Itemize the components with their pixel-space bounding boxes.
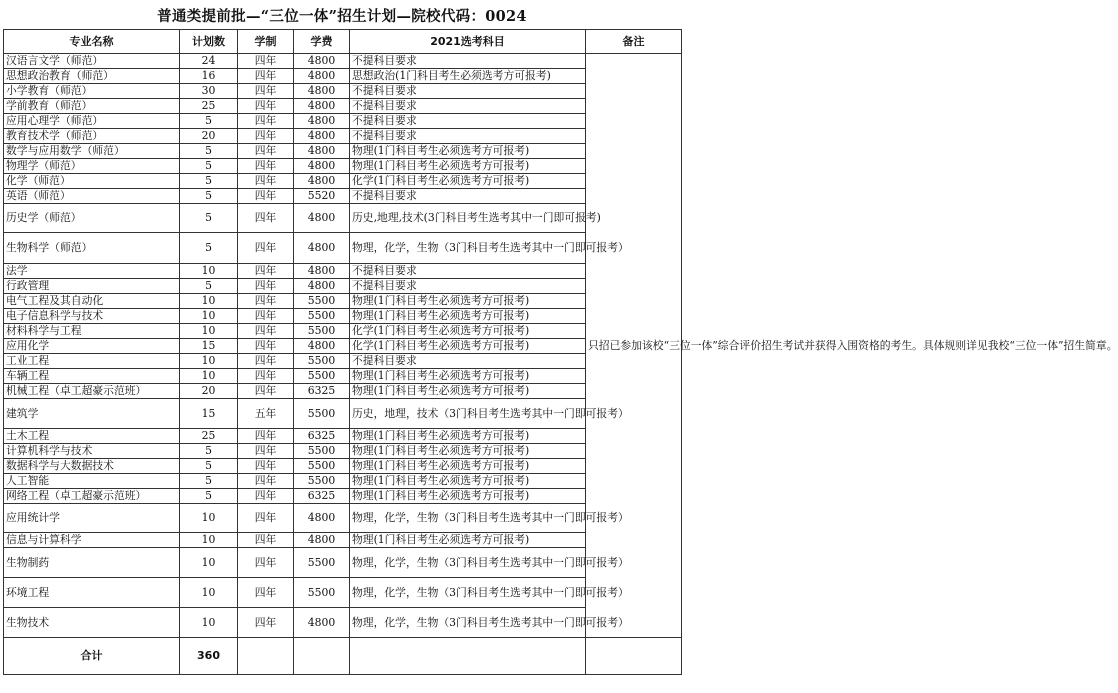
total-empty-cell <box>586 638 682 675</box>
plan-count-cell: 5 <box>180 444 238 459</box>
tuition-cell: 4800 <box>294 129 350 144</box>
major-cell: 环境工程 <box>4 578 180 608</box>
table-row <box>4 69 682 84</box>
tuition-cell: 4800 <box>294 204 350 233</box>
table-row <box>4 279 682 294</box>
plan-count-cell: 10 <box>180 354 238 369</box>
table-row <box>4 489 682 504</box>
years-cell: 四年 <box>238 54 294 69</box>
subject-requirement-cell: 不提科目要求 <box>350 129 586 144</box>
table-row <box>4 474 682 489</box>
table-row <box>4 399 682 429</box>
header-remarks: 备注 <box>586 30 682 54</box>
major-cell: 英语（师范） <box>4 189 180 204</box>
years-cell: 四年 <box>238 294 294 309</box>
plan-count-cell: 5 <box>180 144 238 159</box>
subject-requirement-cell: 化学(1门科目考生必须选考方可报考) <box>350 324 586 339</box>
plan-count-cell: 5 <box>180 233 238 264</box>
subject-requirement-cell: 化学(1门科目考生必须选考方可报考) <box>350 339 586 354</box>
table-row <box>4 504 682 533</box>
table-row <box>4 99 682 114</box>
table-row <box>4 324 682 339</box>
table-row <box>4 339 682 354</box>
table-row <box>4 548 682 578</box>
table-row <box>4 444 682 459</box>
subject-requirement-cell: 物理(1门科目考生必须选考方可报考) <box>350 533 586 548</box>
major-cell: 生物技术 <box>4 608 180 638</box>
major-cell: 生物科学（师范） <box>4 233 180 264</box>
major-cell: 行政管理 <box>4 279 180 294</box>
major-cell: 历史学（师范） <box>4 204 180 233</box>
major-cell: 信息与计算科学 <box>4 533 180 548</box>
years-cell: 四年 <box>238 504 294 533</box>
major-cell: 法学 <box>4 264 180 279</box>
years-cell: 四年 <box>238 69 294 84</box>
total-label: 合计 <box>4 638 180 675</box>
subject-requirement-cell: 不提科目要求 <box>350 99 586 114</box>
table-row <box>4 264 682 279</box>
subject-requirement-cell: 物理(1门科目考生必须选考方可报考) <box>350 294 586 309</box>
table-header-row <box>4 30 682 54</box>
major-cell: 数学与应用数学（师范） <box>4 144 180 159</box>
major-cell: 思想政治教育（师范） <box>4 69 180 84</box>
table-row <box>4 429 682 444</box>
subject-requirement-cell: 物理，化学，生物（3门科目考生选考其中一门即可报考） <box>350 578 586 608</box>
table-row <box>4 54 682 69</box>
plan-count-cell: 10 <box>180 504 238 533</box>
major-cell: 学前教育（师范） <box>4 99 180 114</box>
total-empty-cell <box>294 638 350 675</box>
plan-count-cell: 5 <box>180 489 238 504</box>
tuition-cell: 6325 <box>294 429 350 444</box>
header-major: 专业名称 <box>4 30 180 54</box>
total-empty-cell <box>238 638 294 675</box>
table-row <box>4 144 682 159</box>
plan-count-cell: 5 <box>180 474 238 489</box>
plan-count-cell: 10 <box>180 264 238 279</box>
table-row <box>4 608 682 638</box>
subject-requirement-cell: 物理，化学，生物（3门科目考生选考其中一门即可报考） <box>350 548 586 578</box>
years-cell: 四年 <box>238 459 294 474</box>
total-value: 360 <box>180 638 238 675</box>
subject-requirement-cell: 不提科目要求 <box>350 114 586 129</box>
enrollment-plan-table <box>3 29 1118 675</box>
plan-count-cell: 5 <box>180 189 238 204</box>
plan-count-cell: 5 <box>180 459 238 474</box>
tuition-cell: 4800 <box>294 54 350 69</box>
plan-count-cell: 10 <box>180 608 238 638</box>
tuition-cell: 5500 <box>294 548 350 578</box>
subject-requirement-cell: 物理(1门科目考生必须选考方可报考) <box>350 459 586 474</box>
major-cell: 工业工程 <box>4 354 180 369</box>
header-years: 学制 <box>238 30 294 54</box>
major-cell: 汉语言文学（师范） <box>4 54 180 69</box>
major-cell: 物理学（师范） <box>4 159 180 174</box>
major-cell: 应用心理学（师范） <box>4 114 180 129</box>
years-cell: 四年 <box>238 324 294 339</box>
years-cell: 四年 <box>238 279 294 294</box>
table-row <box>4 354 682 369</box>
table-row <box>4 578 682 608</box>
tuition-cell: 5500 <box>294 444 350 459</box>
tuition-cell: 5500 <box>294 324 350 339</box>
tuition-cell: 5500 <box>294 578 350 608</box>
header-plan-count: 计划数 <box>180 30 238 54</box>
major-cell: 计算机科学与技术 <box>4 444 180 459</box>
tuition-cell: 5500 <box>294 459 350 474</box>
subject-requirement-cell: 物理(1门科目考生必须选考方可报考) <box>350 384 586 399</box>
tuition-cell: 4800 <box>294 233 350 264</box>
plan-count-cell: 30 <box>180 84 238 99</box>
plan-count-cell: 5 <box>180 204 238 233</box>
table-body <box>4 54 1118 638</box>
tuition-cell: 4800 <box>294 264 350 279</box>
tuition-cell: 4800 <box>294 608 350 638</box>
table-row <box>4 129 682 144</box>
subject-requirement-cell: 化学(1门科目考生必须选考方可报考) <box>350 174 586 189</box>
document-title: 普通类提前批—“三位一体”招生计划—院校代码：0024 <box>157 8 527 25</box>
plan-count-cell: 20 <box>180 129 238 144</box>
table-row <box>4 294 682 309</box>
subject-requirement-cell: 不提科目要求 <box>350 189 586 204</box>
subject-requirement-cell: 历史,地理,技术(3门科目考生选考其中一门即可报考) <box>350 204 586 233</box>
tuition-cell: 5500 <box>294 399 350 429</box>
table-row <box>4 189 682 204</box>
tuition-cell: 4800 <box>294 159 350 174</box>
tuition-cell: 5520 <box>294 189 350 204</box>
tuition-cell: 4800 <box>294 339 350 354</box>
subject-requirement-cell: 不提科目要求 <box>350 354 586 369</box>
subject-requirement-cell: 思想政治(1门科目考生必须选考方可报考) <box>350 69 586 84</box>
table-row <box>4 174 682 189</box>
major-cell: 机械工程（卓工超豪示范班） <box>4 384 180 399</box>
years-cell: 四年 <box>238 129 294 144</box>
plan-count-cell: 25 <box>180 99 238 114</box>
tuition-cell: 4800 <box>294 99 350 114</box>
years-cell: 四年 <box>238 533 294 548</box>
plan-count-cell: 10 <box>180 533 238 548</box>
tuition-cell: 4800 <box>294 279 350 294</box>
plan-count-cell: 24 <box>180 54 238 69</box>
subject-requirement-cell: 物理(1门科目考生必须选考方可报考) <box>350 489 586 504</box>
major-cell: 车辆工程 <box>4 369 180 384</box>
remarks-cell: 只招已参加该校“三位一体”综合评价招生考试并获得入围资格的考生。具体规则详见我校“三位一体”招生简章。 <box>586 54 682 638</box>
years-cell: 五年 <box>238 399 294 429</box>
subject-requirement-cell: 物理(1门科目考生必须选考方可报考) <box>350 159 586 174</box>
major-cell: 土木工程 <box>4 429 180 444</box>
subject-requirement-cell: 历史，地理，技术（3门科目考生选考其中一门即可报考） <box>350 399 586 429</box>
years-cell: 四年 <box>238 339 294 354</box>
years-cell: 四年 <box>238 264 294 279</box>
subject-requirement-cell: 物理(1门科目考生必须选考方可报考) <box>350 474 586 489</box>
tuition-cell: 4800 <box>294 84 350 99</box>
tuition-cell: 4800 <box>294 144 350 159</box>
plan-count-cell: 16 <box>180 69 238 84</box>
plan-count-cell: 10 <box>180 548 238 578</box>
years-cell: 四年 <box>238 99 294 114</box>
subject-requirement-cell: 物理(1门科目考生必须选考方可报考) <box>350 369 586 384</box>
tuition-cell: 4800 <box>294 174 350 189</box>
major-cell: 建筑学 <box>4 399 180 429</box>
major-cell: 小学教育（师范） <box>4 84 180 99</box>
table-row <box>4 204 682 233</box>
years-cell: 四年 <box>238 578 294 608</box>
subject-requirement-cell: 物理(1门科目考生必须选考方可报考) <box>350 444 586 459</box>
table-row <box>4 369 682 384</box>
years-cell: 四年 <box>238 369 294 384</box>
years-cell: 四年 <box>238 144 294 159</box>
subject-requirement-cell: 不提科目要求 <box>350 279 586 294</box>
plan-count-cell: 10 <box>180 294 238 309</box>
tuition-cell: 5500 <box>294 294 350 309</box>
major-cell: 电气工程及其自动化 <box>4 294 180 309</box>
major-cell: 教育技术学（师范） <box>4 129 180 144</box>
subject-requirement-cell: 物理(1门科目考生必须选考方可报考) <box>350 309 586 324</box>
tuition-cell: 5500 <box>294 474 350 489</box>
subject-requirement-cell: 物理，化学，生物（3门科目考生选考其中一门即可报考） <box>350 233 586 264</box>
years-cell: 四年 <box>238 84 294 99</box>
plan-count-cell: 20 <box>180 384 238 399</box>
major-cell: 生物制药 <box>4 548 180 578</box>
table-row <box>4 114 682 129</box>
subject-requirement-cell: 物理(1门科目考生必须选考方可报考) <box>350 429 586 444</box>
table-row <box>4 384 682 399</box>
subject-requirement-cell: 物理(1门科目考生必须选考方可报考) <box>350 144 586 159</box>
tuition-cell: 4800 <box>294 504 350 533</box>
plan-count-cell: 10 <box>180 309 238 324</box>
tuition-cell: 5500 <box>294 369 350 384</box>
years-cell: 四年 <box>238 309 294 324</box>
tuition-cell: 6325 <box>294 384 350 399</box>
tuition-cell: 6325 <box>294 489 350 504</box>
years-cell: 四年 <box>238 474 294 489</box>
years-cell: 四年 <box>238 233 294 264</box>
major-cell: 数据科学与大数据技术 <box>4 459 180 474</box>
tuition-cell: 4800 <box>294 114 350 129</box>
major-cell: 网络工程（卓工超豪示范班） <box>4 489 180 504</box>
plan-count-cell: 5 <box>180 114 238 129</box>
table-row <box>4 233 682 264</box>
header-tuition: 学费 <box>294 30 350 54</box>
plan-count-cell: 10 <box>180 578 238 608</box>
plan-count-cell: 15 <box>180 399 238 429</box>
years-cell: 四年 <box>238 114 294 129</box>
table-row <box>4 309 682 324</box>
table-row <box>4 459 682 474</box>
major-cell: 应用统计学 <box>4 504 180 533</box>
years-cell: 四年 <box>238 608 294 638</box>
years-cell: 四年 <box>238 548 294 578</box>
table-row <box>4 84 682 99</box>
plan-count-cell: 5 <box>180 279 238 294</box>
total-empty-cell <box>350 638 586 675</box>
years-cell: 四年 <box>238 174 294 189</box>
subject-requirement-cell: 物理，化学，生物（3门科目考生选考其中一门即可报考） <box>350 504 586 533</box>
table-row <box>4 533 682 548</box>
plan-count-cell: 15 <box>180 339 238 354</box>
major-cell: 化学（师范） <box>4 174 180 189</box>
major-cell: 应用化学 <box>4 339 180 354</box>
plan-count-cell: 5 <box>180 159 238 174</box>
plan-count-cell: 25 <box>180 429 238 444</box>
plan-count-cell: 10 <box>180 324 238 339</box>
header-subject-requirements: 2021选考科目 <box>350 30 586 54</box>
years-cell: 四年 <box>238 159 294 174</box>
total-row <box>4 638 682 675</box>
tuition-cell: 5500 <box>294 309 350 324</box>
tuition-cell: 5500 <box>294 354 350 369</box>
years-cell: 四年 <box>238 444 294 459</box>
subject-requirement-cell: 物理，化学，生物（3门科目考生选考其中一门即可报考） <box>350 608 586 638</box>
tuition-cell: 4800 <box>294 533 350 548</box>
plan-count-cell: 10 <box>180 369 238 384</box>
subject-requirement-cell: 不提科目要求 <box>350 264 586 279</box>
major-cell: 电子信息科学与技术 <box>4 309 180 324</box>
subject-requirement-cell: 不提科目要求 <box>350 54 586 69</box>
major-cell: 人工智能 <box>4 474 180 489</box>
years-cell: 四年 <box>238 189 294 204</box>
major-cell: 材料科学与工程 <box>4 324 180 339</box>
years-cell: 四年 <box>238 489 294 504</box>
subject-requirement-cell: 不提科目要求 <box>350 84 586 99</box>
years-cell: 四年 <box>238 384 294 399</box>
years-cell: 四年 <box>238 204 294 233</box>
table-row <box>4 159 682 174</box>
plan-count-cell: 5 <box>180 174 238 189</box>
tuition-cell: 4800 <box>294 69 350 84</box>
years-cell: 四年 <box>238 354 294 369</box>
years-cell: 四年 <box>238 429 294 444</box>
